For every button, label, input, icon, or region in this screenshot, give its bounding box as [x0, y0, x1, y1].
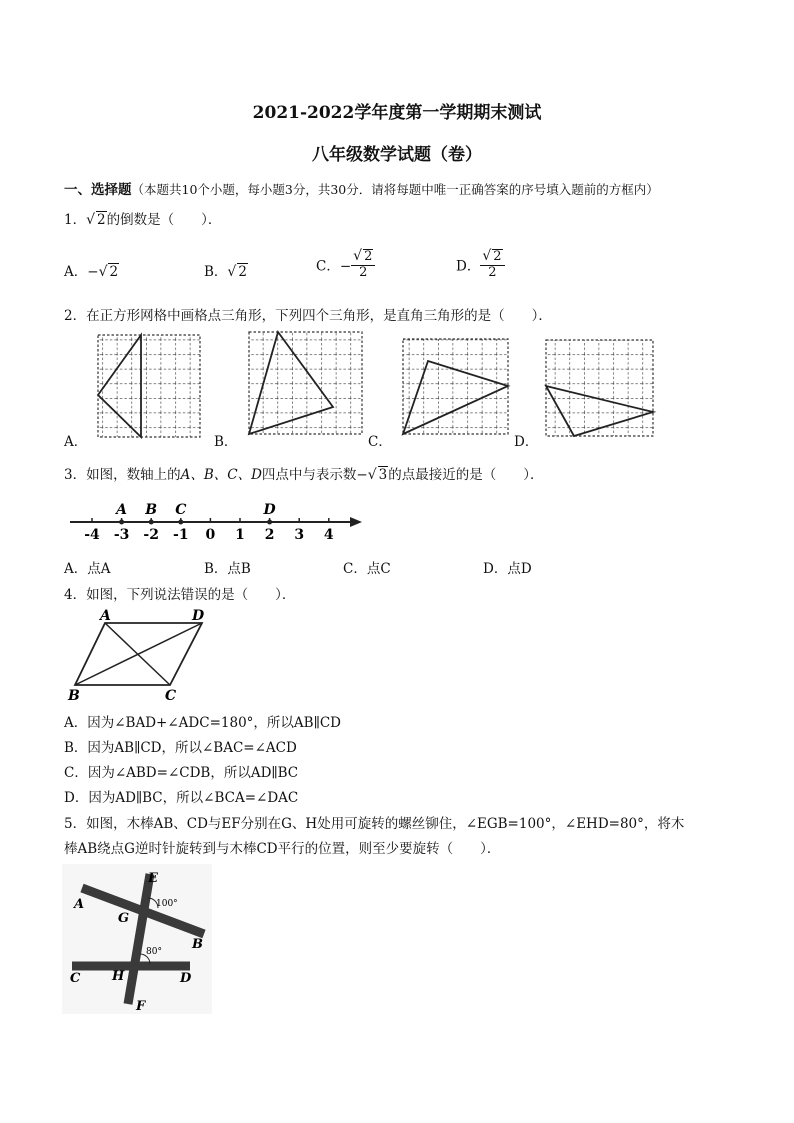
tick-label: 1 — [235, 527, 245, 543]
q1-radicand: 2 — [97, 212, 106, 228]
q2-option-c: C． — [368, 434, 392, 450]
sqrt-icon: √ — [353, 248, 363, 264]
tick-label: 0 — [205, 527, 216, 543]
sqrt-icon: √ — [367, 467, 377, 483]
point-dot — [178, 520, 183, 525]
q3-option-c: C．点C — [343, 561, 391, 577]
q2-option-a: A． — [64, 434, 88, 450]
point-dot — [267, 520, 272, 525]
parallelogram-figure — [60, 603, 220, 703]
sticks-figure — [62, 864, 212, 1014]
tick-label: 2 — [264, 527, 275, 543]
svg-text:A: A — [74, 897, 85, 912]
q1-option-a: A．−√ 2 — [64, 264, 119, 280]
q2-figures — [0, 325, 794, 450]
point-dot — [119, 520, 124, 525]
svg-text:G: G — [118, 911, 130, 926]
q4-option-b: B．因为AB∥CD，所以∠BAC=∠ACD — [64, 740, 297, 756]
svg-text:C: C — [70, 971, 81, 986]
point-label: C — [175, 502, 187, 518]
section-heading — [64, 178, 659, 198]
vertex-label: D — [192, 608, 205, 624]
number-line — [60, 495, 380, 545]
grid-figure-d — [546, 340, 653, 436]
exam-title: 2021-2022学年度第一学期期末测试 — [252, 103, 542, 123]
question-4: 4．如图，下列说法错误的是（ ）． — [64, 587, 296, 603]
q4-option-d: D．因为AD∥BC，所以∠BCA=∠DAC — [64, 790, 299, 806]
exam-subtitle: 八年级数学试题（卷） — [312, 145, 482, 165]
vertex-label: C — [165, 688, 177, 703]
tick-label: 4 — [323, 527, 334, 543]
q1-number: 1． — [64, 212, 87, 228]
q3-option-d: D．点D — [483, 561, 532, 577]
q2-option-b: B． — [214, 434, 238, 450]
section-label: 一、选择题 — [64, 182, 132, 198]
question-5-line-1: 5．如图，木棒AB、CD与EF分别在G、H处用可旋转的螺丝铆住，∠EGB=100°，∠EHD=80°，将木 — [64, 816, 685, 832]
angle-label: 100° — [156, 899, 178, 909]
section-note: （本题共10个小题，每小题3分，共30分．请将每题中唯一正确答案的序号填入题前的方框内） — [131, 182, 659, 197]
sqrt-icon: √ — [98, 264, 108, 280]
point-label: D — [263, 502, 276, 518]
sqrt-icon: √ — [86, 212, 96, 228]
arrow-icon — [350, 517, 362, 527]
sqrt-icon: √ — [227, 264, 237, 280]
point-label: B — [145, 502, 158, 518]
angle-label: 80° — [146, 947, 162, 957]
svg-text:B: B — [192, 937, 203, 952]
q1-option-b: B．√ 2 — [204, 264, 247, 280]
grid-figure-c — [403, 339, 508, 434]
tick-label: -4 — [84, 527, 100, 543]
svg-text:H: H — [112, 969, 125, 984]
q3-option-b: B．点B — [204, 561, 251, 577]
q1-stem: 的倒数是（ ）． — [106, 212, 222, 228]
tick-label: 3 — [294, 527, 305, 543]
q4-option-c: C．因为∠ABD=∠CDB，所以AD∥BC — [64, 765, 299, 781]
q4-option-a: A．因为∠BAD+∠ADC=180°，所以AB∥CD — [64, 715, 341, 731]
vertex-label: B — [68, 688, 80, 703]
tick-label: -1 — [173, 527, 189, 543]
question-2: 2．在正方形网格中画格点三角形，下列四个三角形，是直角三角形的是（ ）． — [64, 308, 552, 324]
point-label: A — [116, 502, 128, 518]
svg-text:E: E — [148, 871, 158, 886]
svg-text:D: D — [180, 971, 192, 986]
grid-figure-a — [98, 335, 200, 437]
q1-option-d: D． $\frac{√ 2}{2}$ — [456, 248, 505, 281]
tick-label: -3 — [113, 527, 130, 543]
sqrt-icon: √ — [482, 248, 492, 264]
question-5-line-2: 棒AB绕点G逆时针旋转到与木棒CD平行的位置，则至少要旋转（ ）． — [64, 841, 501, 857]
q2-option-d: D． — [514, 434, 539, 450]
q3-option-a: A．点A — [64, 561, 111, 577]
vertex-label: A — [100, 608, 111, 624]
tick-label: -2 — [143, 527, 159, 543]
question-1 — [64, 208, 221, 228]
point-dot — [149, 520, 154, 525]
grid-figure-b — [249, 332, 362, 434]
question-3: 3．如图，数轴上的A、B、C、D四点中与表示数−√ 3的点最接近的是（ ）． — [64, 467, 544, 483]
svg-text:F: F — [136, 999, 146, 1014]
q1-option-c: C．− $\frac{√ 2}{2}$ — [316, 248, 375, 281]
